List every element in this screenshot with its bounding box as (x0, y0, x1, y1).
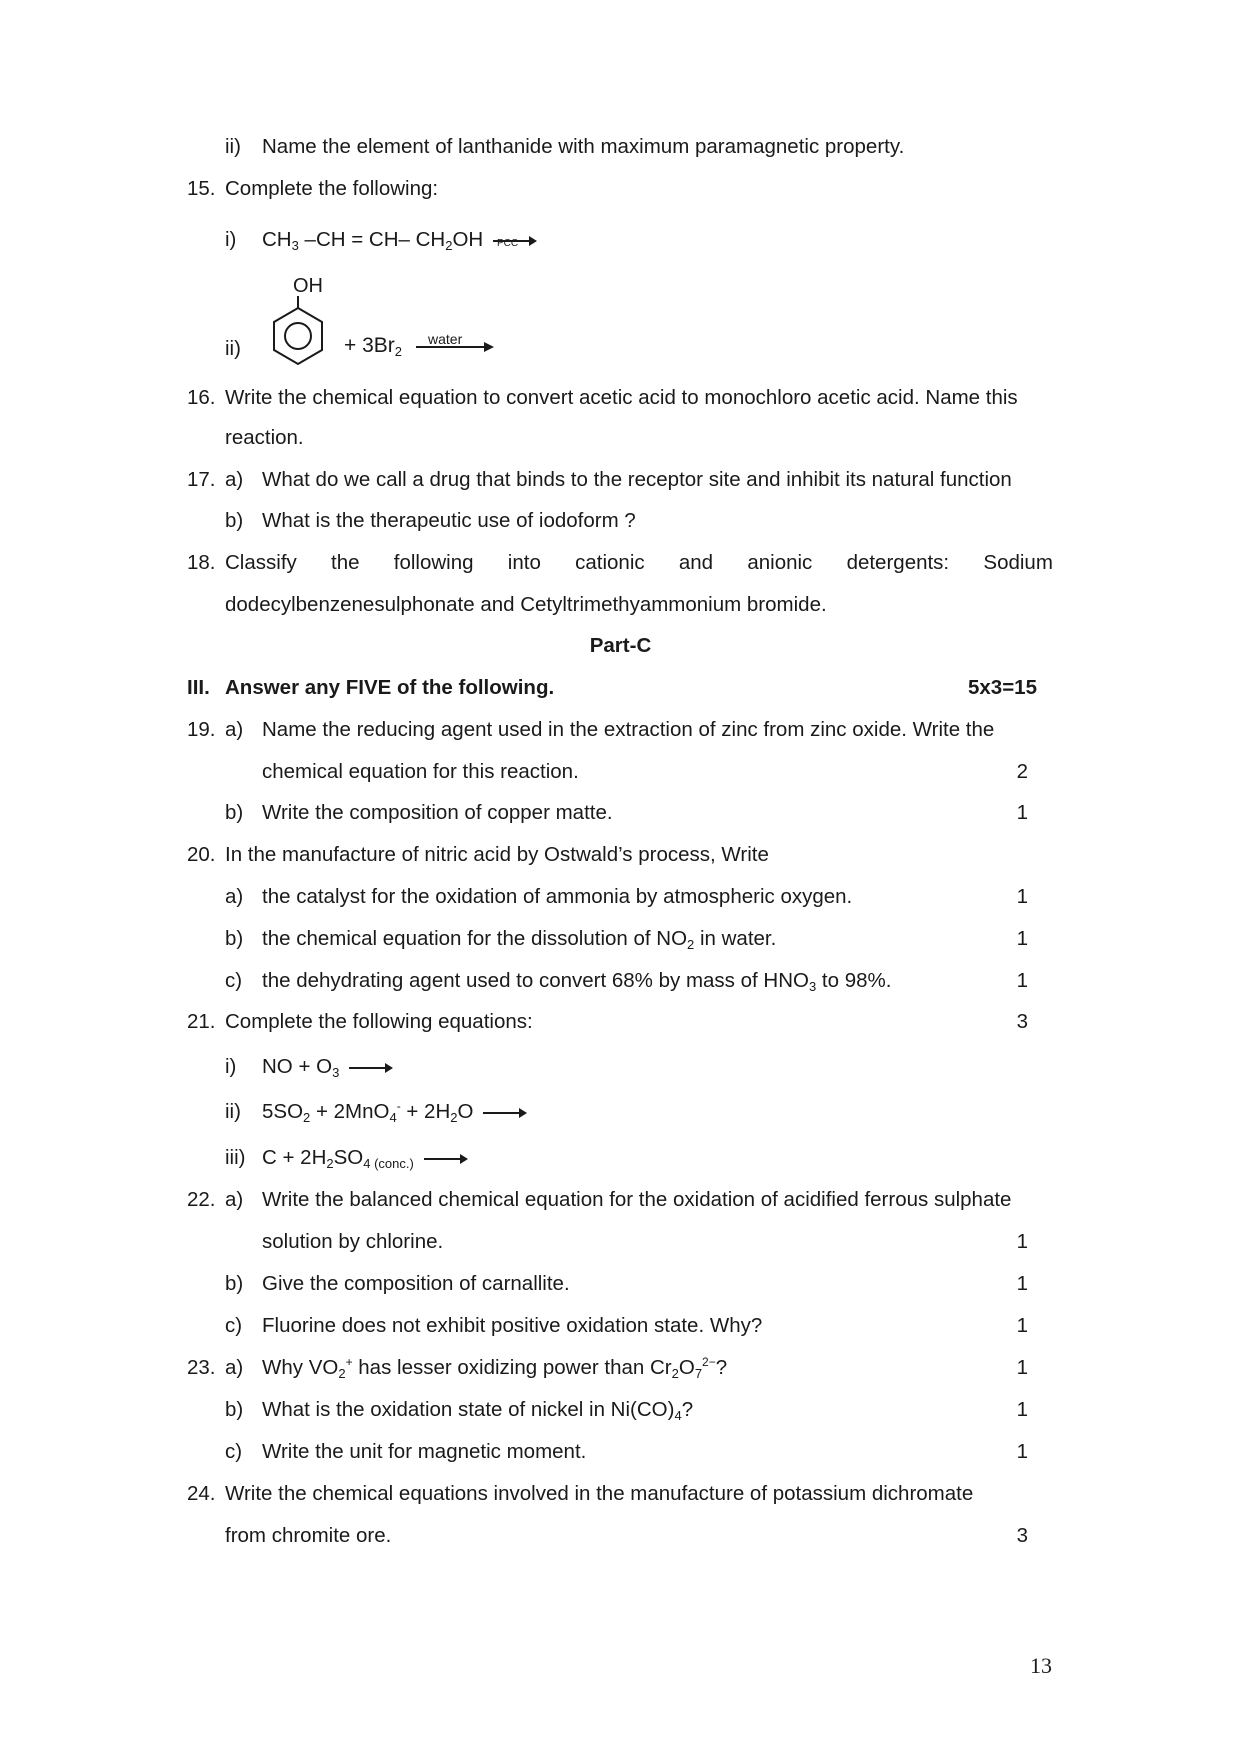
justified-line (225, 550, 1053, 576)
marks: 1 (1016, 885, 1028, 908)
section-heading: Part-C (589, 634, 652, 657)
question-text: What is the oxidation state of nickel in $Ni(CO)_4$? (262, 1398, 694, 1423)
question-number: 22. (187, 1188, 216, 1211)
reactant: + $3Br_2$ (344, 334, 403, 359)
question-text: Fluorine does not exhibit positive oxidation state. Why? (262, 1314, 763, 1337)
marks: 1 (1016, 969, 1028, 992)
question-text: Complete the following equations: (225, 1010, 533, 1033)
reaction-arrow (349, 1067, 391, 1069)
section-number: III. (187, 676, 210, 699)
question-number: 16. (187, 386, 216, 409)
marks: 1 (1016, 801, 1028, 824)
question-text: Write the unit for magnetic moment. (262, 1440, 587, 1463)
question-number: 24. (187, 1482, 216, 1505)
reagent-label: water (428, 331, 463, 347)
marks: 1 (1016, 927, 1028, 950)
question-text: In the manufacture of nitric acid by Ostwald’s process, Write (225, 843, 769, 866)
question-text: chemical equation for this reaction. (262, 760, 579, 783)
sub-label: b) (225, 1398, 244, 1421)
sub-label: b) (225, 927, 244, 950)
reagent-label: PCC (497, 238, 519, 249)
question-text: Complete the following: (225, 177, 439, 200)
sub-label: a) (225, 1356, 244, 1379)
marks: 3 (1016, 1010, 1028, 1033)
page-number: 13 (1030, 1653, 1052, 1678)
reaction-arrow-icon (416, 341, 494, 353)
question-number: 19. (187, 718, 216, 741)
marks: 1 (1016, 1230, 1028, 1253)
reaction-arrow (483, 1112, 525, 1114)
marks: 1 (1016, 1440, 1028, 1463)
reaction-arrow (424, 1158, 466, 1160)
benzene-ring-icon (268, 296, 328, 368)
marks: 1 (1016, 1356, 1028, 1379)
question-text: Write the balanced chemical equation for the oxidation of acidified ferrous sulphate (262, 1188, 1012, 1211)
question-text: Name the reducing agent used in the extraction of zinc from zinc oxide. Write the (262, 718, 995, 741)
word: cationic (575, 551, 645, 574)
word: following (393, 551, 474, 574)
section-marks: 5x3=15 (968, 676, 1037, 699)
question-number: 18. (187, 551, 216, 574)
question-text: Give the composition of carnallite. (262, 1272, 570, 1295)
word: into (507, 551, 541, 574)
equation: $CH_3$ –CH = CH– $CH_2OH$ (262, 227, 535, 253)
question-number: 21. (187, 1010, 216, 1033)
sub-label: c) (225, 1440, 243, 1463)
sub-label: b) (225, 1272, 244, 1295)
question-text: the catalyst for the oxidation of ammonia by atmospheric oxygen. (262, 885, 853, 908)
sub-label: i) (225, 1055, 237, 1078)
sub-label: a) (225, 1188, 244, 1211)
marks: 1 (1016, 1398, 1028, 1421)
question-text: reaction. (225, 426, 304, 449)
question-number: 17. (187, 468, 216, 491)
question-text: Name the element of lanthanide with maximum paramagnetic property. (262, 135, 905, 158)
question-text: solution by chlorine. (262, 1230, 444, 1253)
marks: 2 (1016, 760, 1028, 783)
sub-label: iii) (225, 1146, 246, 1169)
question-text: What do we call a drug that binds to the receptor site and inhibit its natural function (262, 468, 1012, 491)
word: Classify (225, 551, 297, 574)
sub-label: b) (225, 801, 244, 824)
marks: 3 (1016, 1524, 1028, 1547)
question-text: the chemical equation for the dissolution of $NO_2$ in water. (262, 927, 777, 952)
question-text: Write the chemical equation to convert acetic acid to monochloro acetic acid. Name this (225, 386, 1018, 409)
sub-label: ii) (225, 337, 241, 360)
question-number: 15. (187, 177, 216, 200)
word: detergents: (846, 551, 950, 574)
question-text: Why $VO_2^+$ has lesser oxidizing power than $Cr_2O_7^{2-}$? (262, 1355, 728, 1381)
sub-label: c) (225, 1314, 243, 1337)
sub-label: a) (225, 718, 244, 741)
sub-label: i) (225, 228, 237, 251)
marks: 1 (1016, 1272, 1028, 1295)
sub-label: ii) (225, 1100, 241, 1123)
equation: $C + 2H_2SO_{4 (conc.)}$ (262, 1145, 466, 1171)
sub-label: a) (225, 468, 244, 491)
question-text: dodecylbenzenesulphonate and Cetyltrimethyammonium bromide. (225, 593, 827, 616)
sub-label: c) (225, 969, 243, 992)
word: the (331, 551, 360, 574)
word: anionic (747, 551, 813, 574)
question-text: from chromite ore. (225, 1524, 392, 1547)
word: and (678, 551, 714, 574)
sub-label: ii) (225, 135, 241, 158)
equation: NO + $O_3$ (262, 1054, 391, 1080)
question-text: Write the chemical equations involved in the manufacture of potassium dichromate (225, 1482, 974, 1505)
oh-group-label: OH (293, 275, 323, 297)
question-number: 23. (187, 1356, 216, 1379)
sub-label: a) (225, 885, 244, 908)
marks: 1 (1016, 1314, 1028, 1337)
question-text: Write the composition of copper matte. (262, 801, 613, 824)
question-number: 20. (187, 843, 216, 866)
sub-label: b) (225, 509, 244, 532)
instruction-text: Answer any FIVE of the following. (225, 676, 555, 699)
equation: $5SO_2 + 2MnO_4^- + 2H_2O$ (262, 1099, 525, 1125)
word: Sodium (983, 551, 1053, 574)
question-text: the dehydrating agent used to convert 68% by mass of $HNO_3$ to 98%. (262, 969, 892, 994)
question-text: What is the therapeutic use of iodoform ? (262, 509, 636, 532)
